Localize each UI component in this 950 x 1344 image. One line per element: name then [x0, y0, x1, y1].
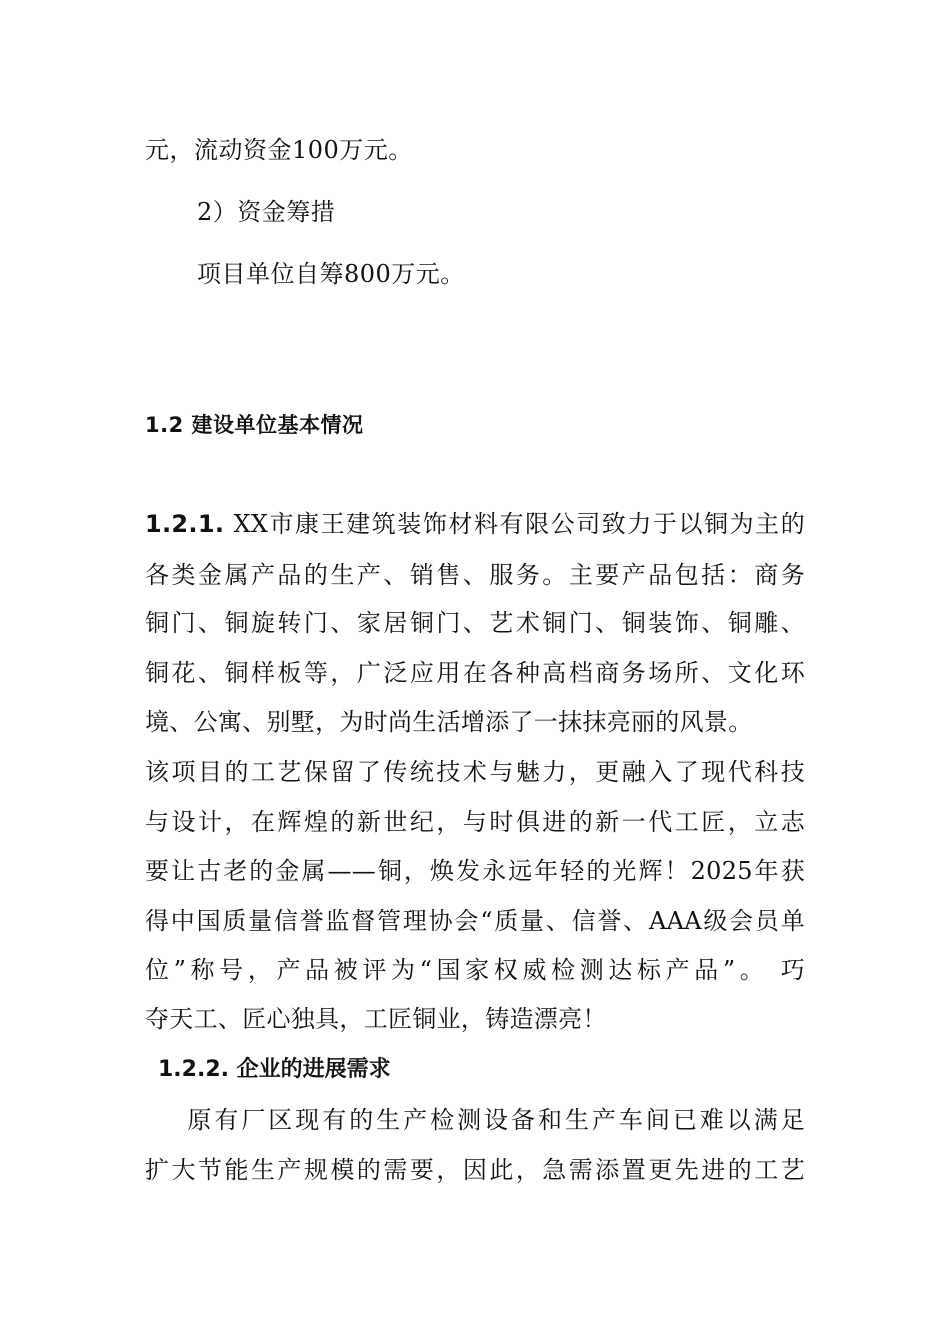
- paragraph-line: 境、公寓、别墅，为时尚生活增添了一抹抹亮丽的风景。: [145, 708, 753, 736]
- paragraph-line: 夺天工、匠心独具，工匠铜业，铸造漂亮！: [145, 1005, 607, 1033]
- fund-line-3: 项目单位自筹800万元。: [197, 260, 465, 288]
- section-number-1-2-1: 1.2.1.: [145, 510, 225, 538]
- paragraph-line: 要让古老的金属——铜，焕发永远年轻的光辉！2025年获: [145, 857, 805, 885]
- fund-line-2: 2）资金筹措: [197, 198, 336, 226]
- paragraph-line: 铜花、铜样板等，广泛应用在各种高档商务场所、文化环: [145, 659, 805, 687]
- fund-line-1: 元，流动资金100万元。: [145, 136, 413, 164]
- paragraph-line: 铜门、铜旋转门、家居铜门、艺术铜门、铜装饰、铜雕、: [145, 609, 805, 637]
- paragraph-line-text: XX市康王建筑装饰材料有限公司致力于以铜为主的: [224, 510, 805, 538]
- paragraph-line: [145, 507, 805, 541]
- paragraph-line: 扩大节能生产规模的需要，因此，急需添置更先进的工艺: [145, 1156, 805, 1184]
- paragraph-line: 各类金属产品的生产、销售、服务。主要产品包括：商务: [145, 561, 805, 589]
- paragraph-line: 位”称号，产品被评为“国家权威检测达标产品”。 巧: [145, 956, 805, 984]
- section-heading-1-2-2: 1.2.2. 企业的进展需求: [158, 1057, 391, 1082]
- paragraph-line: 与设计，在辉煌的新世纪，与时俱进的新一代工匠，立志: [145, 808, 805, 836]
- section-heading-1-2: 1.2 建设单位基本情况: [145, 413, 364, 437]
- paragraph-line: 该项目的工艺保留了传统技术与魅力，更融入了现代科技: [145, 758, 805, 786]
- paragraph-line: 得中国质量信誉监督管理协会“质量、信誉、AAA级会员单: [145, 907, 805, 935]
- paragraph-line: 原有厂区现有的生产检测设备和生产车间已难以满足: [145, 1106, 805, 1134]
